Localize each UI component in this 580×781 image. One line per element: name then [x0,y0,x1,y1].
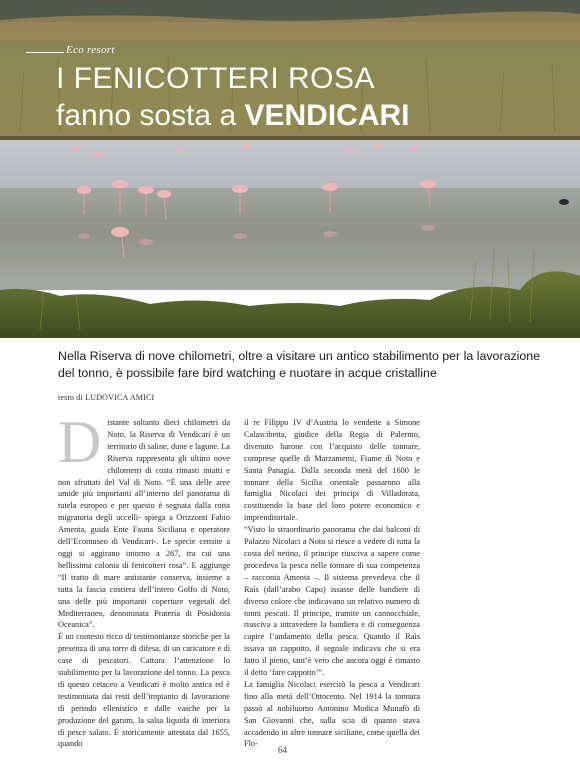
paragraph: istante soltanto dieci chilometri da Noto, la Riserva di Vendicari è un territorio di saline, dune e lagune. La Riserva rappresenta gli ultimi nove chilometri di costa rimasti intatti e non sfruttati del Val di Noto. “È una delle aree umide più importanti all’interno del panorama di tutela europeo e per questo è segnata dalla rotta migratoria degli uccelli- spiega a Orizzonti Fabio Amenta, guida Ente Fauna Siciliana e operatore dell’Ecomuseo di Vendicari-. Le specie censite a oggi si aggirano intorno a 267, tra cui una bellissima colonia di fenicotteri rosa”. E aggiunge “Il tratto di mare antistante conserva, insieme a tutta la fascia costiera dell’intero Golfo di Noto, una delle più importanti coperture vegetali del Mediterraneo, denominata Prateria di Posidonia Oceanica”. [58,418,230,630]
article-column-right [244,417,420,750]
headline-bold-text: VENDICARI [244,99,410,132]
byline: testo di LUDOVICA AMICI [58,393,155,402]
page-number: 64 [278,745,287,755]
article-column-left [58,409,230,750]
section-divider [26,52,64,53]
section-label: Eco resort [66,44,115,56]
headline-light-text: fanno sosta a [56,99,245,132]
headline-line-2 [56,99,409,133]
article-subtitle: Nella Riserva di nove chilometri, oltre a visitare un antico stabilimento per la lavorazione del tonno, è possibile fare bird watching e nuotare in acque cristalline [58,349,541,380]
headline-line-1 [56,62,375,96]
headline-line-1-text: I FENICOTTERI ROSA [56,62,376,95]
drop-cap: D [58,409,102,475]
paragraph: “Visto lo straordinario panorama che dai balconi di Palazzo Nicolaci a Noto si riesce a vedere di tutta la costa del netino, il principe riusciva a sapere come procedeva la pesca nelle tonnare di sua competenza – racconta Amenta –. Il sistema prevedeva che il Raìs (dall’arabo Capo) issasse delle bandiere di diverso colore che indicavano un relativo numero di tonni pescati. Il principe, tramite un cannocchiale, riusciva a intravedere la bandiera e di conseguenza capire l’andamento della pesca. Quando il Raìs issava un cappotto, il segnale indicava che si era fatto il pieno, tant’è vero che ancora oggi è rimasto il detto ‘fare cappotto’”. [244,525,420,678]
paragraph: È un contesto ricco di testimonianze storiche per la presenza di una torre di difesa, di un caricatore e di case di pescatori. Cattura l’attenzione lo stabilimento per la lavorazione del tonno. La pesca di questo cetaceo a Vendicari è molto antica ed è testimoniata dai resti dell’impianto di lavorazione di periodo ellenistico e dalle vasche per la produzione del garum, la salsa liquida di interiora di pesce salato. È storicamente attestata dal 1655, quando [58,632,230,749]
paragraph: La famiglia Nicolaci esercitò la pesca a Vendicari fino alla metà dell’Ottocento. Nel 1914 la tonnara passò al nobiluomo Antonino Modica Munafò di San Giovanni che, sulla scia di quanto stava accadendo in altre tonnare siciliane, come quella dei Flo- [244,679,420,749]
paragraph: il re Filippo IV d’Austria lo vendette a Simone Calascibetta, giudice della Regia di Palermo, divenuto barone con l’acquisto delle tonnare, comprese quelle di Marzamemi, Fiume di Noto e Santa Panagia. Dalla seconda metà del 1600 le tonnare della Sicilia orientale passarono alla famiglia Nicolaci dei principi di Villadorata, costituendo la base del loro potere economico e imprenditoriale. [244,418,420,523]
